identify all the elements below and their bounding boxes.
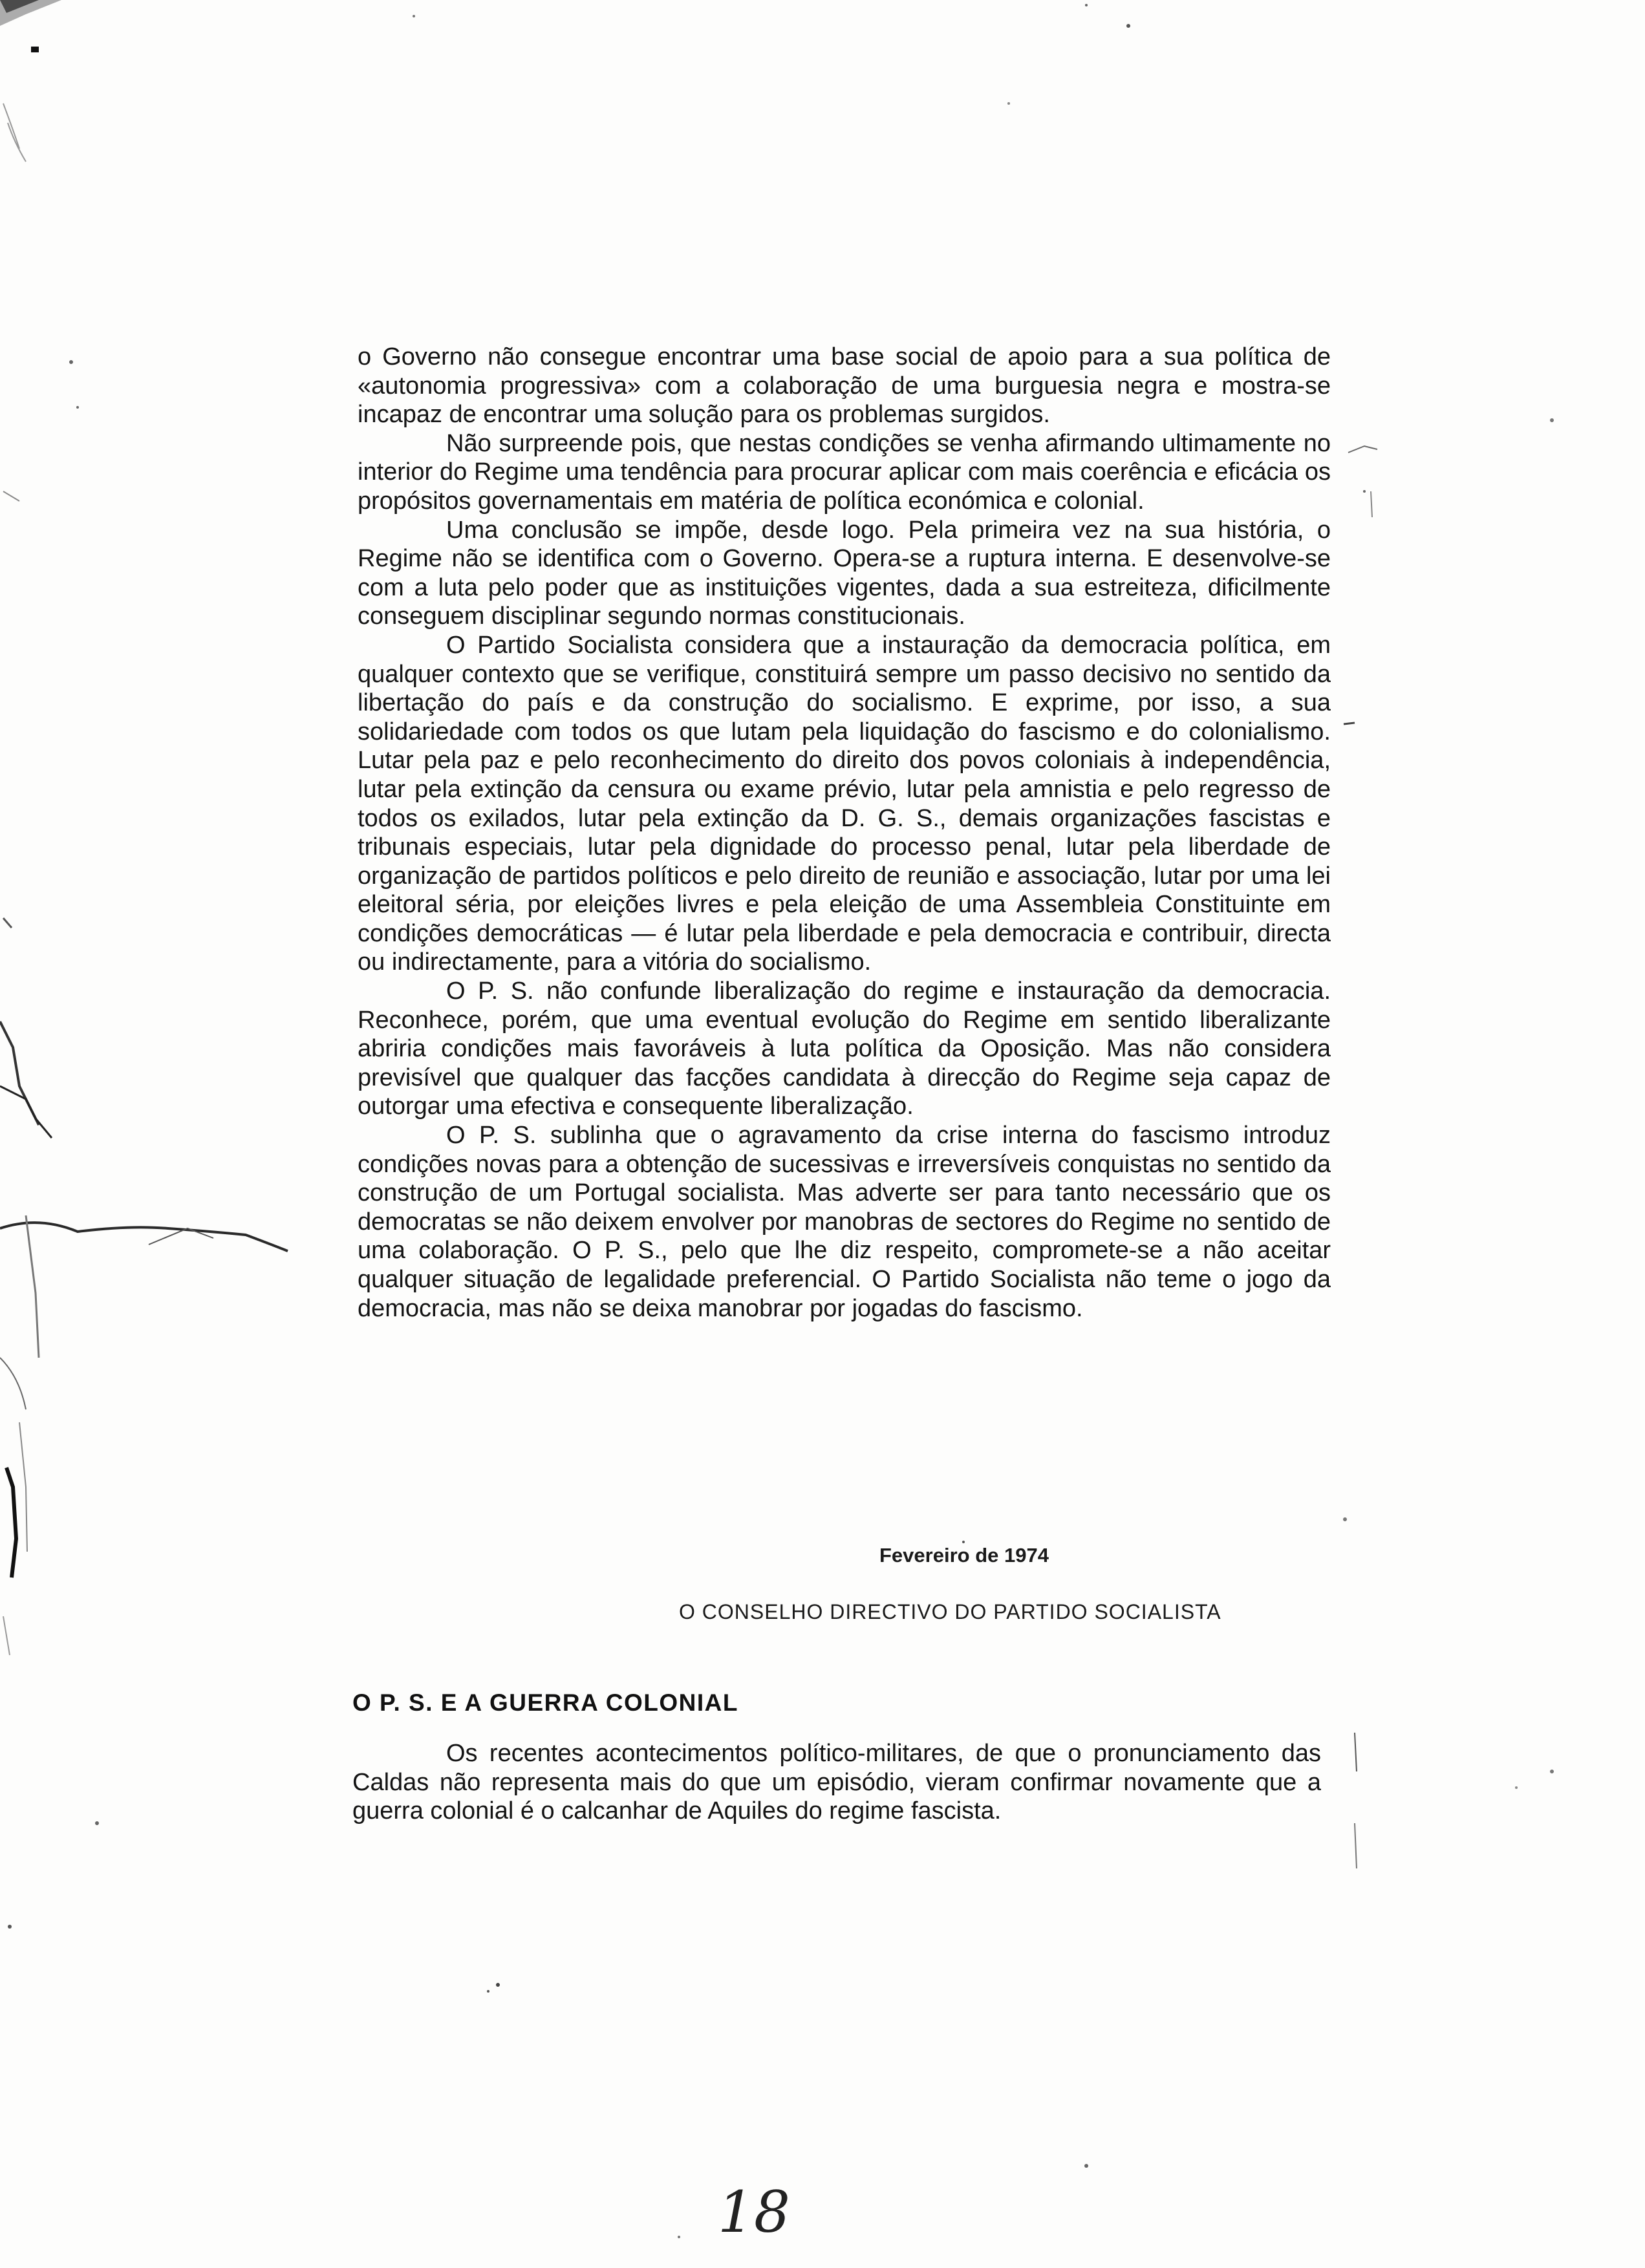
handwritten-page-number: 18 (718, 2179, 790, 2245)
signature-line: O CONSELHO DIRECTIVO DO PARTIDO SOCIALISTA (679, 1600, 1221, 1623)
paragraph-3: Uma conclusão se impõe, desde logo. Pela primeira vez na sua história, o Regime não se identifica com o Governo. Opera-se a ruptura interna. E desenvolve-se com a luta pelo poder que as instituições vigentes, dada a sua estreiteza, dificilmente conseguem disciplinar segundo normas constitucionais. (358, 516, 1331, 630)
section-heading: O P. S. E A GUERRA COLONIAL (352, 1689, 738, 1716)
date-line: Fevereiro de 1974 (879, 1544, 1049, 1567)
section-paragraph-1: Os recentes acontecimentos político-militares, de que o pronunciamento das Caldas não representa mais do que um episódio, vieram confirmar novamente que a guerra colonial é o calcanhar de Aquiles do regime fascista. (352, 1740, 1321, 1825)
main-body-text (358, 343, 1331, 1323)
paragraph-2: Não surpreende pois, que nestas condições se venha afirmando ultimamente no interior do Regime uma tendência para procurar aplicar com mais coerência e eficácia os propósitos governamentais em matéria de política económica e colonial. (358, 429, 1331, 515)
paragraph-1: o Governo não consegue encontrar uma base social de apoio para a sua política de «autonomia progressiva» com a colaboração de uma burguesia negra e mostra-se incapaz de encontrar uma solução para os problemas surgidos. (358, 343, 1331, 429)
paragraph-4: O Partido Socialista considera que a instauração da democracia política, em qualquer contexto que se verifique, constituirá sempre um passo decisivo no sentido da libertação do país e da construção do socialismo. E exprime, por isso, a sua solidariedade com todos os que lutam pela liquidação do fascismo e do colonialismo. Lutar pela paz e pelo reconhecimento do direito dos povos coloniais à independência, lutar pela extinção da censura ou exame prévio, lutar pela amnistia e pelo regresso de todos os exilados, lutar pela extinção da D. G. S., demais organizações fascistas e tribunais especiais, lutar pela dignidade do processo penal, lutar pela liberdade de organização de partidos políticos e pelo direito de reunião e associação, lutar por uma lei eleitoral séria, por eleições livres e pela eleição de uma Assembleia Constituinte em condições democráticas — é lutar pela liberdade e pela democracia e contribuir, directa ou indirectamente, para a vitória do socialismo. (358, 631, 1331, 976)
paragraph-5: O P. S. não confunde liberalização do regime e instauração da democracia. Reconhece, porém, que uma eventual evolução do Regime em sentido liberalizante abriria condições mais favoráveis à luta política da Oposição. Mas não considera previsível que qualquer das facções candidata à direcção do Regime seja capaz de outorgar uma efectiva e consequente liberalização. (358, 978, 1331, 1120)
section-body-text (352, 1739, 1321, 1826)
paragraph-6: O P. S. sublinha que o agravamento da crise interna do fascismo introduz condições novas para a obtenção de sucessivas e irreversíveis conquistas no sentido da construção de um Portugal socialista. Mas adverte ser para tanto necessário que os democratas se não deixem envolver por manobras de sectores do Regime no sentido de uma colaboração. O P. S., pelo que lhe diz respeito, compromete-se a não aceitar qualquer situação de legalidade preferencial. O Partido Socialista não teme o jogo da democracia, mas não se deixa manobrar por jogadas do fascismo. (358, 1122, 1331, 1322)
